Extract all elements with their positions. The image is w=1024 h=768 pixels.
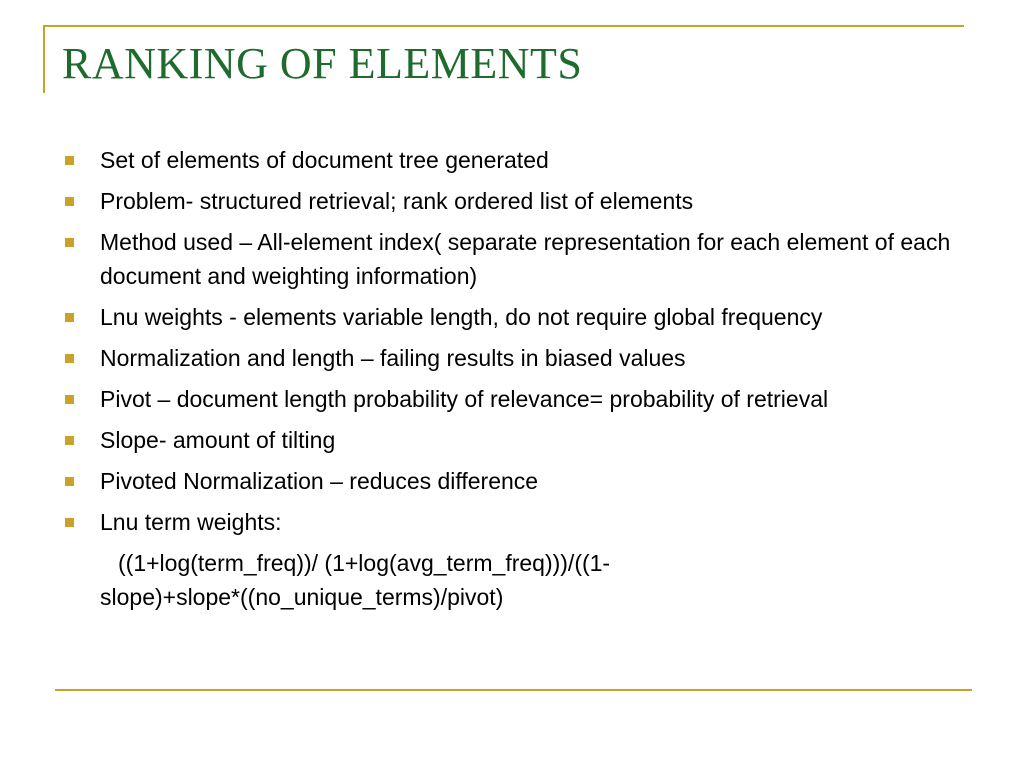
square-bullet-icon	[65, 518, 74, 527]
square-bullet-icon	[65, 313, 74, 322]
bullet-item	[62, 300, 962, 334]
bottom-rule-line	[55, 689, 972, 691]
bullet-item	[62, 225, 962, 293]
square-bullet-icon	[65, 395, 74, 404]
square-bullet-icon	[65, 197, 74, 206]
bullet-item	[62, 505, 962, 539]
formula-block	[62, 546, 962, 614]
square-bullet-icon	[65, 156, 74, 165]
frame-top-line	[43, 25, 964, 27]
bullet-text: Pivoted Normalization – reduces difference	[100, 468, 539, 494]
bullet-text: Slope- amount of tilting	[100, 427, 336, 453]
bullet-text: Pivot – document length probability of relevance= probability of retrieval	[100, 386, 829, 412]
formula-line-1: ((1+log(term_freq))/ (1+log(avg_term_freq)))/((1-	[118, 550, 611, 576]
bullet-text: Set of elements of document tree generated	[100, 147, 549, 173]
bullet-item	[62, 423, 962, 457]
bullet-text: Problem- structured retrieval; rank ordered list of elements	[100, 188, 694, 214]
square-bullet-icon	[65, 354, 74, 363]
bullet-item	[62, 382, 962, 416]
bullet-item	[62, 464, 962, 498]
bullet-text: Normalization and length – failing results in biased values	[100, 345, 686, 371]
slide-content	[62, 143, 962, 614]
bullet-text: Method used – All-element index( separate representation for each element of each document and weighting information)	[100, 229, 951, 289]
formula-line-2: slope)+slope*((no_unique_terms)/pivot)	[100, 584, 504, 610]
square-bullet-icon	[65, 436, 74, 445]
slide-title: RANKING OF ELEMENTS	[62, 39, 583, 88]
bullet-text: Lnu term weights:	[100, 509, 282, 535]
bullet-item	[62, 184, 962, 218]
bullet-item	[62, 143, 962, 177]
bullet-text: Lnu weights - elements variable length, do not require global frequency	[100, 304, 823, 330]
bullet-item	[62, 341, 962, 375]
square-bullet-icon	[65, 477, 74, 486]
bullet-list	[62, 143, 962, 539]
square-bullet-icon	[65, 238, 74, 247]
frame-left-line	[43, 25, 45, 93]
